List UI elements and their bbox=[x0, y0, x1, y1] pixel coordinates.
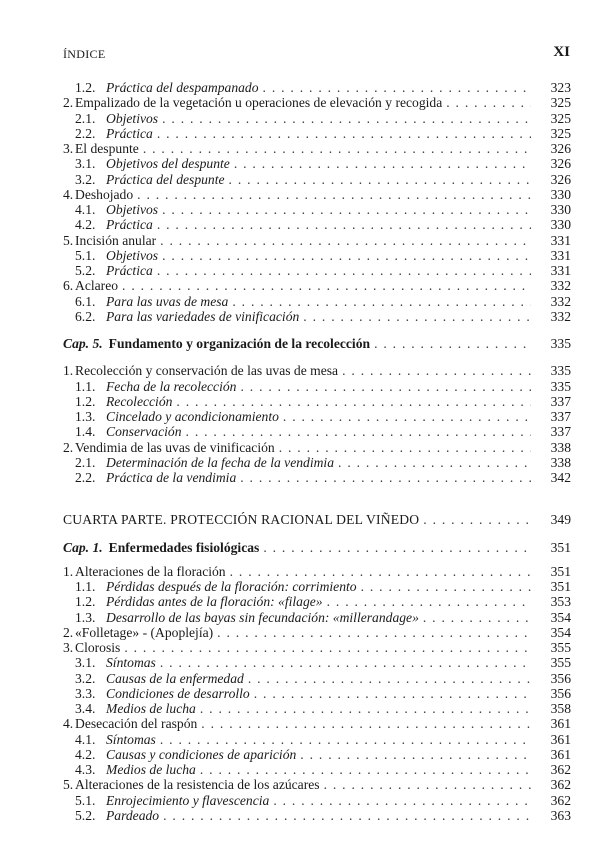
entry-number: 5.1. bbox=[75, 247, 96, 263]
section-spacer bbox=[63, 555, 571, 564]
entry-title: Alteraciones de la floración bbox=[75, 563, 226, 579]
entry-page-number: 323 bbox=[550, 80, 571, 95]
toc-entry bbox=[63, 671, 571, 686]
entry-number: 6.2. bbox=[75, 308, 96, 324]
dot-leader bbox=[163, 808, 531, 823]
entry-page-number: 356 bbox=[550, 670, 571, 686]
toc-chapter-entry bbox=[63, 336, 571, 351]
entry-title: Aclareo bbox=[75, 278, 119, 294]
toc-entry bbox=[63, 172, 571, 187]
toc-entry bbox=[63, 594, 571, 609]
entry-title: Determinación de la fecha de la vendimia bbox=[106, 454, 335, 470]
entry-number: 1.2. bbox=[75, 393, 96, 409]
toc-entry bbox=[63, 440, 571, 455]
dot-leader bbox=[176, 394, 531, 409]
entry-number: 6. bbox=[63, 278, 74, 294]
entry-number: 4.3. bbox=[75, 762, 96, 777]
entry-number: 1.3. bbox=[75, 609, 96, 625]
entry-title: Condiciones de desarrollo bbox=[106, 685, 250, 701]
entry-page-number: 355 bbox=[550, 640, 571, 655]
toc-entry bbox=[63, 363, 571, 378]
entry-title: Empalizado de la vegetación u operaciones de elevación y recogida bbox=[75, 95, 443, 111]
toc-entry bbox=[63, 187, 571, 202]
dot-leader bbox=[342, 363, 531, 378]
table-of-contents bbox=[63, 80, 571, 823]
toc-entry bbox=[63, 701, 571, 716]
dot-leader bbox=[263, 540, 531, 555]
entry-number: 4. bbox=[63, 186, 74, 202]
running-header-section: ÍNDICE bbox=[63, 47, 106, 61]
entry-page-number: 338 bbox=[550, 454, 571, 470]
dot-leader bbox=[374, 336, 531, 351]
entry-title: Objetivos bbox=[106, 247, 159, 263]
entry-title: Objetivos bbox=[106, 202, 159, 217]
entry-title: Causas de la enfermedad bbox=[106, 670, 244, 686]
entry-page-number: 335 bbox=[550, 363, 571, 379]
entry-page-number: 351 bbox=[550, 539, 571, 555]
entry-number: 4. bbox=[63, 716, 74, 732]
toc-entry bbox=[63, 424, 571, 439]
dot-leader bbox=[162, 248, 531, 263]
entry-title: Recolección y conservación de las uvas de mesa bbox=[75, 363, 339, 379]
toc-entry bbox=[63, 716, 571, 731]
entry-title: Desarrollo de las bayas sin fecundación: «millerandage» bbox=[106, 609, 419, 625]
entry-page-number: 337 bbox=[550, 409, 571, 424]
entry-title: CUARTA PARTE. PROTECCIÓN RACIONAL DEL VIÑEDO bbox=[63, 512, 420, 528]
entry-title: El despunte bbox=[75, 141, 139, 156]
toc-entry bbox=[63, 248, 571, 263]
dot-leader bbox=[143, 141, 531, 156]
entry-number: 5.2. bbox=[75, 263, 96, 278]
entry-page-number: 332 bbox=[550, 278, 571, 294]
entry-number: 5. bbox=[63, 232, 74, 248]
dot-leader bbox=[157, 263, 531, 278]
entry-page-number: 361 bbox=[550, 716, 571, 732]
dot-leader bbox=[240, 379, 531, 394]
dot-leader bbox=[361, 579, 531, 594]
entry-number: 3.1. bbox=[75, 156, 96, 172]
entry-title: Síntomas bbox=[106, 731, 156, 747]
entry-page-number: 351 bbox=[550, 579, 571, 594]
entry-title: Vendimia de las uvas de vinificación bbox=[75, 439, 275, 455]
entry-number: 3.2. bbox=[75, 171, 96, 187]
entry-page-number: 331 bbox=[550, 247, 571, 263]
entry-page-number: 337 bbox=[550, 424, 571, 440]
running-header-page-number: XI bbox=[553, 44, 570, 60]
dot-leader bbox=[263, 80, 531, 95]
entry-title: Incisión anular bbox=[75, 232, 157, 248]
entry-number: 5.2. bbox=[75, 807, 96, 823]
entry-title: Conservación bbox=[106, 424, 182, 440]
entry-page-number: 332 bbox=[550, 293, 571, 309]
entry-page-number: 354 bbox=[550, 624, 571, 640]
dot-leader bbox=[446, 95, 531, 110]
entry-page-number: 331 bbox=[550, 232, 571, 248]
entry-number: 3.3. bbox=[75, 685, 96, 701]
entry-page-number: 351 bbox=[550, 563, 571, 579]
entry-page-number: 337 bbox=[550, 393, 571, 409]
entry-number: 2.1. bbox=[75, 454, 96, 470]
entry-title: Fundamento y organización de la recolección bbox=[108, 336, 371, 351]
entry-page-number: 338 bbox=[550, 439, 571, 455]
entry-title: Deshojado bbox=[75, 186, 134, 202]
entry-page-number: 325 bbox=[550, 110, 571, 126]
toc-entry bbox=[63, 379, 571, 394]
dot-leader bbox=[201, 716, 531, 731]
entry-number: 4.2. bbox=[75, 746, 96, 762]
dot-leader bbox=[160, 233, 531, 248]
dot-leader bbox=[283, 409, 531, 424]
dot-leader bbox=[303, 309, 531, 324]
dot-leader bbox=[200, 762, 531, 777]
toc-entry bbox=[63, 808, 571, 823]
entry-title: Síntomas bbox=[106, 655, 156, 671]
toc-entry bbox=[63, 156, 571, 171]
dot-leader bbox=[186, 424, 531, 439]
entry-number: 3.4. bbox=[75, 701, 96, 716]
entry-title: «Folletage» - (Apoplejía) bbox=[75, 624, 214, 640]
dot-leader bbox=[162, 202, 531, 217]
section-spacer bbox=[63, 528, 571, 540]
entry-number: 2.2. bbox=[75, 470, 96, 485]
entry-title: Para las variedades de vinificación bbox=[106, 308, 300, 324]
entry-title: Práctica del despampanado bbox=[106, 80, 259, 95]
entry-page-number: 330 bbox=[550, 186, 571, 202]
entry-page-number: 362 bbox=[550, 777, 571, 793]
entry-page-number: 332 bbox=[550, 308, 571, 324]
entry-page-number: 361 bbox=[550, 746, 571, 762]
entry-number: 2. bbox=[63, 439, 74, 455]
entry-page-number: 335 bbox=[550, 336, 571, 351]
toc-entry bbox=[63, 777, 571, 792]
dot-leader bbox=[160, 655, 531, 670]
dot-leader bbox=[324, 777, 531, 792]
entry-number: 4.1. bbox=[75, 731, 96, 747]
toc-entry bbox=[63, 625, 571, 640]
toc-entry bbox=[63, 762, 571, 777]
entry-number: 3.1. bbox=[75, 655, 96, 671]
dot-leader bbox=[229, 172, 531, 187]
section-spacer bbox=[63, 351, 571, 363]
entry-number: 5. bbox=[63, 777, 74, 793]
toc-entry bbox=[63, 655, 571, 670]
toc-entry bbox=[63, 732, 571, 747]
entry-title: Práctica del despunte bbox=[106, 171, 225, 187]
dot-leader bbox=[232, 294, 531, 309]
section-spacer bbox=[63, 324, 571, 336]
entry-number: 2.1. bbox=[75, 110, 96, 126]
entry-page-number: 330 bbox=[550, 202, 571, 217]
entry-number: 2.2. bbox=[75, 125, 96, 141]
dot-leader bbox=[423, 512, 531, 527]
dot-leader bbox=[300, 747, 531, 762]
dot-leader bbox=[122, 278, 531, 293]
entry-number: 3. bbox=[63, 640, 74, 655]
toc-entry bbox=[63, 126, 571, 141]
dot-leader bbox=[200, 701, 531, 716]
entry-title: Pérdidas después de la floración: corrimiento bbox=[106, 579, 357, 594]
entry-number: 4.2. bbox=[75, 217, 96, 233]
entry-title: Fecha de la recolección bbox=[106, 378, 237, 394]
entry-number: 5.1. bbox=[75, 792, 96, 808]
entry-page-number: 325 bbox=[550, 95, 571, 111]
toc-entry bbox=[63, 747, 571, 762]
entry-page-number: 349 bbox=[550, 512, 571, 528]
toc-entry bbox=[63, 409, 571, 424]
toc-entry bbox=[63, 470, 571, 485]
dot-leader bbox=[234, 156, 531, 171]
toc-entry bbox=[63, 455, 571, 470]
toc-entry bbox=[63, 564, 571, 579]
toc-entry bbox=[63, 309, 571, 324]
entry-page-number: 362 bbox=[550, 762, 571, 777]
entry-title: Causas y condiciones de aparición bbox=[106, 746, 297, 762]
entry-number: 2. bbox=[63, 95, 74, 111]
entry-page-number: 335 bbox=[550, 378, 571, 394]
entry-number: Cap. 5. bbox=[63, 336, 103, 351]
entry-page-number: 358 bbox=[550, 701, 571, 716]
entry-number: 2. bbox=[63, 624, 74, 640]
toc-entry bbox=[63, 394, 571, 409]
entry-number: 4.1. bbox=[75, 202, 96, 217]
entry-title: Práctica bbox=[106, 217, 153, 233]
entry-title: Medios de lucha bbox=[106, 762, 196, 777]
toc-entry bbox=[63, 278, 571, 293]
entry-number: 3. bbox=[63, 141, 74, 156]
toc-entry bbox=[63, 610, 571, 625]
toc-chapter-entry bbox=[63, 540, 571, 555]
entry-title: Práctica bbox=[106, 263, 153, 278]
dot-leader bbox=[230, 564, 531, 579]
entry-title: Recolección bbox=[106, 393, 173, 409]
entry-number: 1.2. bbox=[75, 80, 96, 95]
entry-title: Medios de lucha bbox=[106, 701, 196, 716]
entry-number: 1.2. bbox=[75, 594, 96, 610]
entry-page-number: 355 bbox=[550, 655, 571, 671]
entry-number: 1. bbox=[63, 363, 74, 379]
entry-title: Enfermedades fisiológicas bbox=[108, 539, 260, 555]
entry-page-number: 362 bbox=[550, 792, 571, 808]
entry-page-number: 354 bbox=[550, 609, 571, 625]
section-spacer bbox=[63, 485, 571, 512]
entry-number: 3.2. bbox=[75, 670, 96, 686]
dot-leader bbox=[124, 640, 531, 655]
toc-entry bbox=[63, 80, 571, 95]
entry-page-number: 361 bbox=[550, 731, 571, 747]
toc-entry bbox=[63, 263, 571, 278]
entry-page-number: 326 bbox=[550, 171, 571, 187]
entry-title: Objetivos del despunte bbox=[106, 156, 230, 172]
entry-page-number: 342 bbox=[550, 470, 571, 485]
toc-entry bbox=[63, 95, 571, 110]
entry-page-number: 325 bbox=[550, 125, 571, 141]
toc-entry bbox=[63, 111, 571, 126]
entry-number: Cap. 1. bbox=[63, 539, 103, 555]
entry-title: Pardeado bbox=[106, 807, 160, 823]
entry-title: Clorosis bbox=[75, 640, 121, 655]
entry-page-number: 356 bbox=[550, 685, 571, 701]
dot-leader bbox=[157, 217, 531, 232]
entry-page-number: 353 bbox=[550, 594, 571, 610]
entry-number: 1.3. bbox=[75, 409, 96, 424]
dot-leader bbox=[327, 594, 531, 609]
dot-leader bbox=[423, 610, 531, 625]
dot-leader bbox=[162, 111, 531, 126]
entry-number: 1.4. bbox=[75, 424, 96, 440]
entry-title: Práctica bbox=[106, 125, 153, 141]
entry-page-number: 331 bbox=[550, 263, 571, 278]
entry-number: 1. bbox=[63, 563, 74, 579]
toc-part-entry bbox=[63, 512, 571, 527]
entry-title: Objetivos bbox=[106, 110, 159, 126]
toc-entry bbox=[63, 793, 571, 808]
dot-leader bbox=[240, 470, 531, 485]
toc-entry bbox=[63, 217, 571, 232]
dot-leader bbox=[254, 686, 531, 701]
entry-title: Pérdidas antes de la floración: «filage» bbox=[106, 594, 323, 610]
dot-leader bbox=[137, 187, 531, 202]
entry-title: Para las uvas de mesa bbox=[106, 293, 229, 309]
dot-leader bbox=[279, 440, 531, 455]
entry-page-number: 363 bbox=[550, 807, 571, 823]
entry-title: Alteraciones de la resistencia de los azúcares bbox=[75, 777, 320, 793]
entry-title: Desecación del raspón bbox=[75, 716, 198, 732]
dot-leader bbox=[273, 793, 531, 808]
entry-page-number: 326 bbox=[550, 156, 571, 172]
dot-leader bbox=[157, 126, 531, 141]
entry-number: 6.1. bbox=[75, 293, 96, 309]
entry-title: Práctica de la vendimia bbox=[106, 470, 237, 485]
entry-title: Enrojecimiento y flavescencia bbox=[106, 792, 270, 808]
toc-entry bbox=[63, 202, 571, 217]
entry-page-number: 330 bbox=[550, 217, 571, 233]
dot-leader bbox=[338, 455, 531, 470]
entry-number: 1.1. bbox=[75, 378, 96, 394]
toc-entry bbox=[63, 141, 571, 156]
dot-leader bbox=[248, 671, 531, 686]
toc-entry bbox=[63, 640, 571, 655]
dot-leader bbox=[217, 625, 531, 640]
toc-entry bbox=[63, 233, 571, 248]
toc-entry bbox=[63, 294, 571, 309]
dot-leader bbox=[160, 732, 531, 747]
entry-title: Cincelado y acondicionamiento bbox=[106, 409, 279, 424]
entry-page-number: 326 bbox=[550, 141, 571, 156]
entry-number: 1.1. bbox=[75, 579, 96, 594]
toc-entry bbox=[63, 579, 571, 594]
toc-entry bbox=[63, 686, 571, 701]
